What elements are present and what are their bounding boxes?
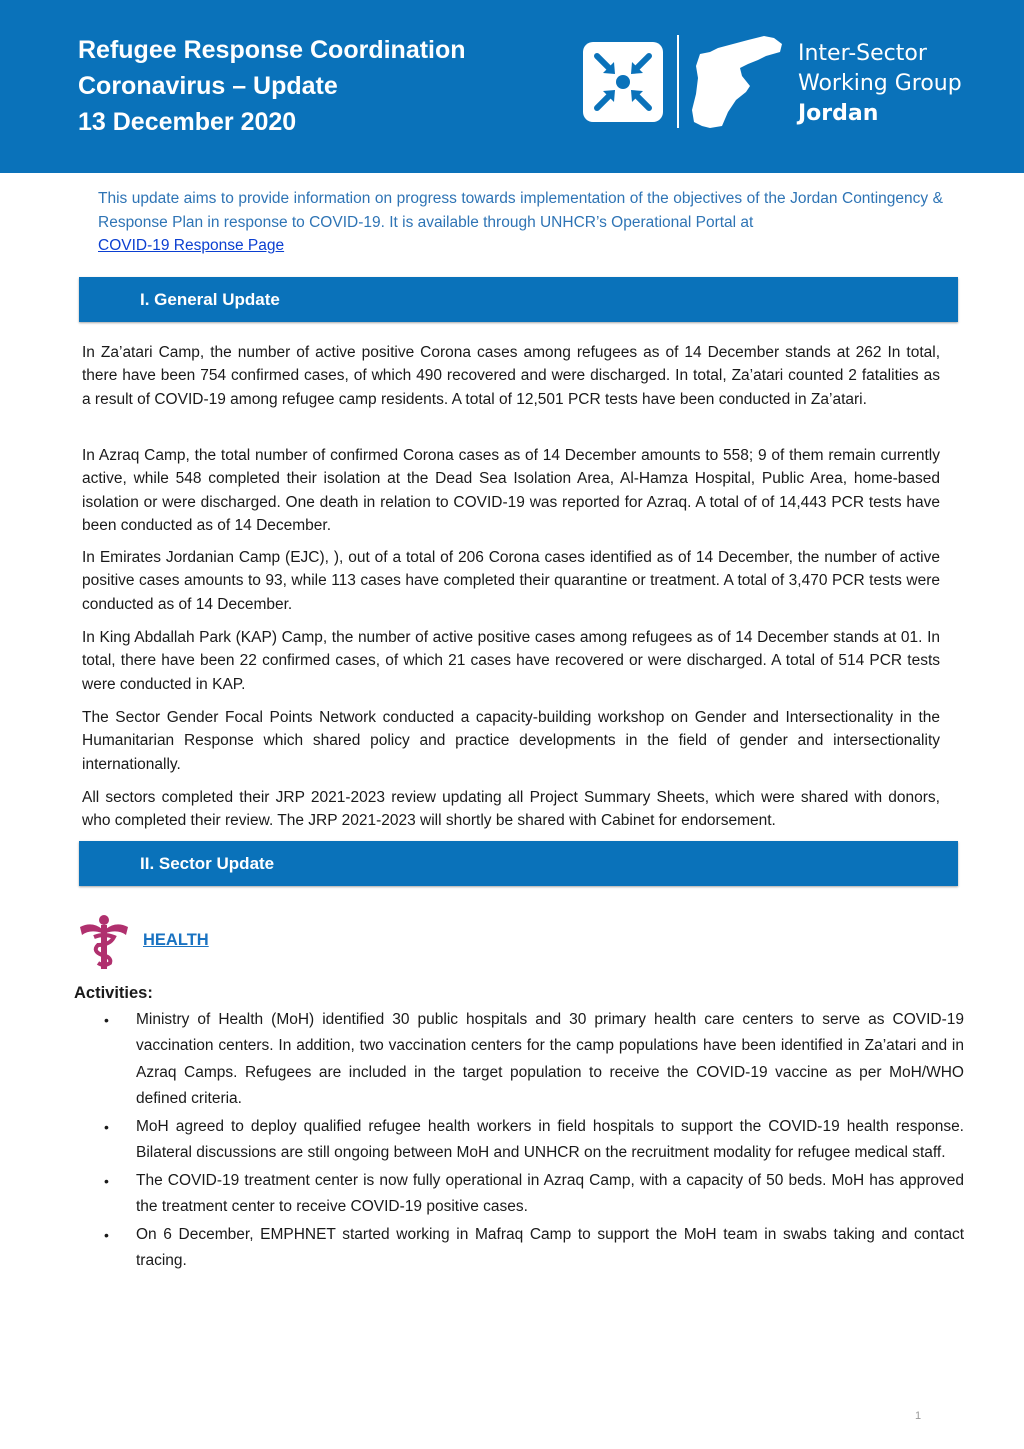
section-header-general bbox=[79, 277, 958, 322]
covid-response-page-link[interactable]: COVID-19 Response Page bbox=[98, 237, 285, 254]
list-item bbox=[104, 1007, 964, 1112]
bullet-marker: • bbox=[104, 1226, 109, 1243]
report-date: 13 December 2020 bbox=[78, 108, 297, 136]
paragraph-jrp-review: All sectors completed their JRP 2021-2023 review updating all Project Summary Sheets, which were shared with donors, who completed their review. The JRP 2021-2023 will shortly be shared with Cabinet for endorsement. bbox=[82, 789, 940, 830]
paragraph-gender-network: The Sector Gender Focal Points Network conducted a capacity-building workshop on Gender and Intersectionality in the Humanitarian Response which shared policy and practice developments in the field of gender and intersectionality internationally. bbox=[82, 709, 940, 773]
list-item-text: Ministry of Health (MoH) identified 30 public hospitals and 30 primary health care centers to serve as COVID-19 vaccination centers. In addition, two vaccination centers for the camp populations have been identified in Za’atari and in Azraq Camps. Refugees are included in the target population to receive the COVID-19 vaccine as per MoH/WHO defined criteria. bbox=[136, 1011, 964, 1107]
org-name-line-3: Jordan bbox=[798, 101, 879, 126]
org-name-line-2: Working Group bbox=[798, 71, 962, 96]
logo-divider bbox=[677, 35, 679, 128]
section-title-general: I. General Update bbox=[140, 290, 280, 309]
list-item bbox=[104, 1114, 964, 1167]
bullet-marker: • bbox=[104, 1172, 109, 1189]
paragraph-ejc: In Emirates Jordanian Camp (EJC), ), out of a total of 206 Corona cases identified as of 14 December, the number of active positive cases amounts to 93, while 113 cases have completed their quarantine or treatment. A total of 3,470 PCR tests were conducted as of 14 December. bbox=[82, 549, 940, 613]
intro-paragraph bbox=[98, 187, 943, 258]
jordan-map-icon bbox=[688, 34, 786, 135]
health-activities-list bbox=[104, 1007, 964, 1276]
report-title-line-2: Coronavirus – Update bbox=[78, 72, 338, 100]
caduceus-icon bbox=[80, 913, 128, 976]
org-name-line-1: Inter-Sector bbox=[798, 41, 927, 66]
bullet-marker: • bbox=[104, 1118, 109, 1135]
health-section-link[interactable]: HEALTH bbox=[143, 931, 209, 949]
activities-heading: Activities: bbox=[74, 984, 153, 1002]
section-header-sector bbox=[79, 841, 958, 886]
list-item bbox=[104, 1222, 964, 1275]
paragraph-azraq: In Azraq Camp, the total number of confirmed Corona cases as of 14 December amounts to 558; 9 of them remain currently active, while 548 completed their isolation at the Dead Sea Isolation Area, Al-Hamza Hospital, Public Area, home-based isolation or were discharged. One death in relation to COVID-19 was reported for Azraq. A total of of 14,443 PCR tests have been conducted as of 14 December. bbox=[82, 447, 940, 534]
section-title-sector: II. Sector Update bbox=[140, 854, 275, 873]
arrows-to-center-icon bbox=[583, 42, 663, 122]
intro-text: This update aims to provide information on progress towards implementation of the objectives of the Jordan Contingency & Response Plan in response to COVID-19. It is available through UNHCR’s Operational Portal at bbox=[98, 190, 943, 231]
report-title-line-1: Refugee Response Coordination bbox=[78, 36, 466, 64]
list-item-text: MoH agreed to deploy qualified refugee health workers in field hospitals to support the COVID-19 health response. Bilateral discussions are still ongoing between MoH and UNHCR on the recruitment modality for refugee medical staff. bbox=[136, 1117, 964, 1161]
list-item bbox=[104, 1168, 964, 1221]
paragraph-kap: In King Abdallah Park (KAP) Camp, the number of active positive cases among refugees as of 14 December stands at 01. In total, there have been 22 confirmed cases, of which 21 cases have recovered or were discharged. A total of 514 PCR tests were conducted in KAP. bbox=[82, 629, 940, 693]
header-banner bbox=[0, 0, 1024, 173]
list-item-text: The COVID-19 treatment center is now fully operational in Azraq Camp, with a capacity of 50 beds. MoH has approved the treatment center to receive COVID-19 positive cases. bbox=[136, 1171, 964, 1216]
paragraph-zaatari: In Za’atari Camp, the number of active positive Corona cases among refugees as of 14 December stands at 262 In total, there have been 754 confirmed cases, of which 490 recovered and were discharged. In total, Za’atari counted 2 fatalities as a result of COVID-19 among refugee camp residents. A total of 12,501 PCR tests have been conducted in Za’atari. bbox=[82, 344, 940, 408]
page-number: 1 bbox=[915, 1410, 922, 1422]
bullet-marker: • bbox=[104, 1012, 109, 1028]
list-item-text: On 6 December, EMPHNET started working in Mafraq Camp to support the MoH team in swabs taking and contact tracing. bbox=[136, 1225, 964, 1270]
